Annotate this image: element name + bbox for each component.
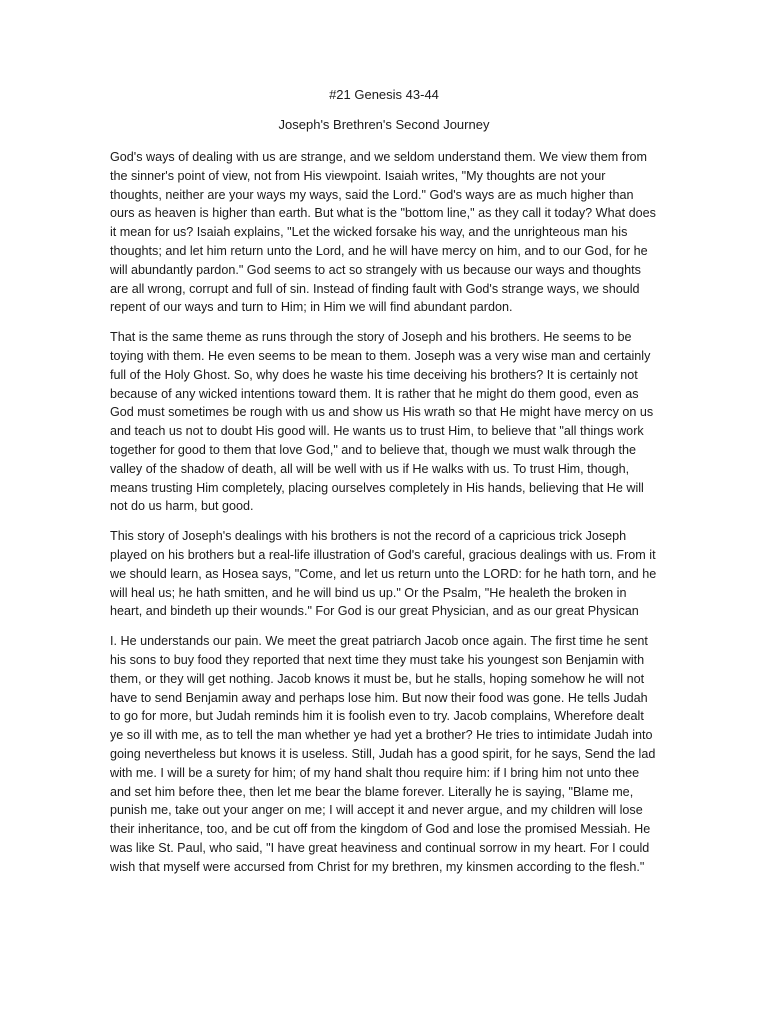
document-body xyxy=(110,148,658,876)
paragraph-3: This story of Joseph's dealings with his brothers is not the record of a capricious trick Joseph played on his brothers but a real-life illustration of God's careful, gracious dealings with us. From it we should learn, as Hosea says, "Come, and let us return unto the LORD: for he hath torn, and he will heal us; he hath smitten, and he will bind us up." Or the Psalm, "He healeth the broken in heart, and bindeth up their wounds." For God is our great Physician, and as our great Physican xyxy=(110,529,657,619)
paragraph-4: I. He understands our pain. We meet the great patriarch Jacob once again. The first time he sent his sons to buy food they reported that next time they must take his youngest son Benjamin with them, or they will get nothing. Jacob knows it must be, but he stalls, hoping somehow he will not have to send Benjamin away and perhaps lose him. But now their food was gone. He tells Judah to go for more, but Judah reminds him it is foolish even to try. Jacob complains, Wherefore dealt ye so ill with me, as to tell the man whether ye had yet a brother? He tries to intimidate Judah into going nevertheless but knows it is useless. Still, Judah has a good spirit, for he says, Send the lad with me. I will be a surety for him; of my hand shalt thou require him: if I bring him not unto thee and set him before thee, then let me bear the blame forever. Literally he is saying, "Blame me, punish me, take out your anger on me; I will accept it and never argue, and my children will lose their inheritance, too, and be cut off from the kingdom of God and lose the promised Messiah. He was like St. Paul, who said, "I have great heaviness and continual sorrow in my heart. For I could wish that myself were accursed from Christ for my brethren, my kinsmen according to the flesh." xyxy=(110,634,656,874)
document-title: Joseph's Brethren's Second Journey xyxy=(278,117,490,132)
paragraph-1: God's ways of dealing with us are strange, and we seldom understand them. We view them from the sinner's point of view, not from His viewpoint. Isaiah writes, "My thoughts are not your thoughts, neither are your ways my ways, said the Lord." God's ways are as much higher than ours as heaven is higher than earth. But what is the "bottom line," as they call it today? What does it mean for us? Isaiah explains, "Let the wicked forsake his way, and the unrighteous man his thoughts; and let him return unto the Lord, and he will have mercy on him, and to our God, for he will abundantly pardon." God seems to act so strangely with us because our ways and thoughts are all wrong, corrupt and full of sin. Instead of finding fault with God's strange ways, we should repent of our ways and turn to Him; in Him we will find abundant pardon. xyxy=(110,150,656,315)
document-header: #21 Genesis 43-44 xyxy=(329,87,439,102)
paragraph-2: That is the same theme as runs through the story of Joseph and his brothers. He seems to be toying with them. He even seems to be mean to them. Joseph was a very wise man and certainly full of the Holy Ghost. So, why does he waste his time deceiving his brothers? It is certainly not because of any wicked intentions toward them. It is rather that he might do them good, even as God must sometimes be rough with us and show us His wrath so that He might have mercy on us and teach us not to doubt His good will. He wants us to trust Him, to believe that "all things work together for good to them that love God," and to believe that, though we must walk through the valley of the shadow of death, all will be well with us if He walks with us. To trust Him, though, means trusting Him completely, placing ourselves completely in His hands, believing that He will not do us harm, but good. xyxy=(110,330,654,514)
